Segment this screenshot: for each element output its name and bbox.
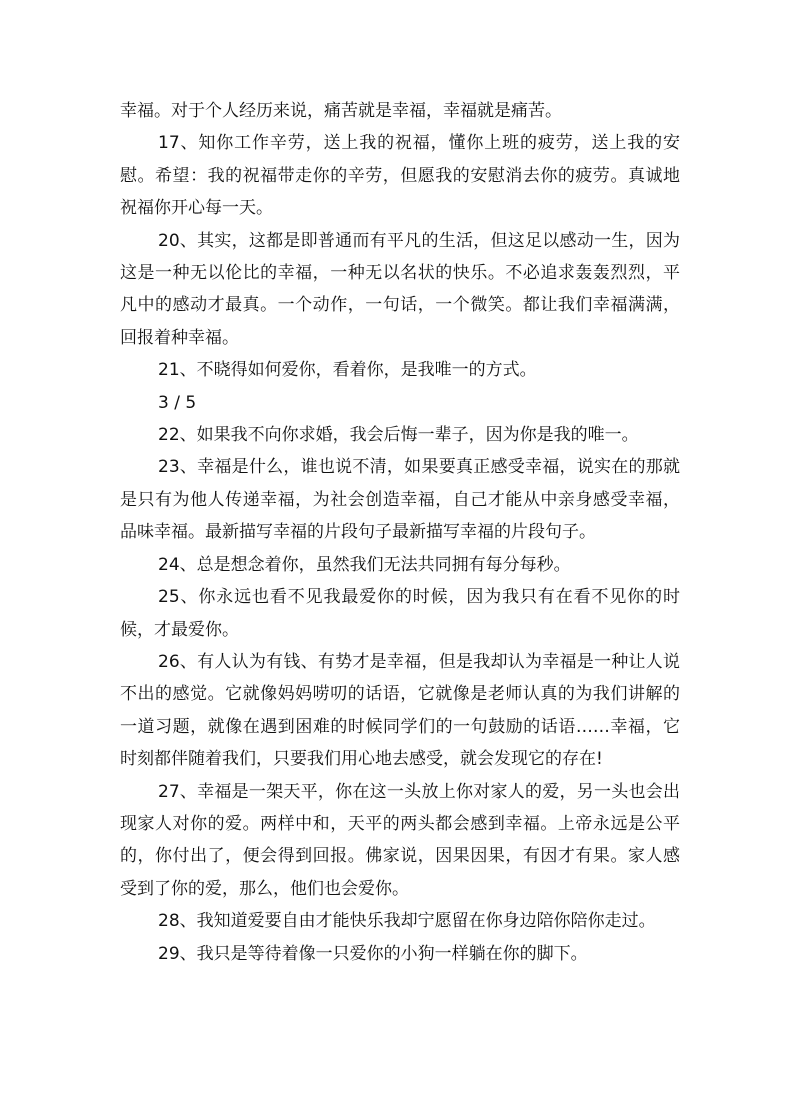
paragraph-23: 23、幸福是什么，谁也说不清，如果要真正感受幸福，说实在的那就是只有为他人传递幸福，为社会创造幸福，自己才能从中亲身感受幸福，品味幸福。最新描写幸福的片段句子最新描写幸福的片段句子。	[120, 457, 680, 543]
paragraph-27: 27、幸福是一架天平，你在这一头放上你对家人的爱，另一头也会出现家人对你的爱。两样中和，天平的两头都会感到幸福。上帝永远是公平的，你付出了，便会得到回报。佛家说，因果因果，有因才有果。家人感受到了你的爱，那么，他们也会爱你。	[120, 781, 680, 899]
paragraph-22: 22、如果我不向你求婚，我会后悔一辈子，因为你是我的唯一。	[158, 425, 639, 446]
paragraph-17: 17、知你工作辛劳，送上我的祝福，懂你上班的疲劳，送上我的安慰。希望：我的祝福带走你的辛劳，但愿我的安慰消去你的疲劳。真诚地祝福你开心每一天。	[120, 133, 680, 219]
paragraph-21: 21、不晓得如何爱你，看着你，是我唯一的方式。	[158, 360, 537, 381]
paragraph-28: 28、我知道爱要自由才能快乐我却宁愿留在你身边陪你陪你走过。	[158, 911, 656, 932]
document-body	[120, 95, 680, 970]
paragraph-25: 25、你永远也看不见我最爱你的时候，因为我只有在看不见你的时候，才最爱你。	[120, 587, 680, 640]
paragraph-24: 24、总是想念着你，虽然我们无法共同拥有每分每秒。	[158, 554, 571, 575]
paragraph-continuation: 幸福。对于个人经历来说，痛苦就是幸福，幸福就是痛苦。	[120, 101, 562, 121]
paragraph-29: 29、我只是等待着像一只爱你的小狗一样躺在你的脚下。	[158, 943, 588, 964]
page-number: 3 / 5	[158, 392, 197, 413]
paragraph-20: 20、其实，这都是即普通而有平凡的生活，但这足以感动一生，因为这是一种无以伦比的幸福，一种无以名状的快乐。不必追求轰轰烈烈，平凡中的感动才最真。一个动作，一句话，一个微笑。都让我们幸福满满，回报着种幸福。	[120, 230, 680, 348]
paragraph-26: 26、有人认为有钱、有势才是幸福，但是我却认为幸福是一种让人说不出的感觉。它就像妈妈唠叨的话语，它就像是老师认真的为我们讲解的一道习题，就像在遇到困难的时候同学们的一句鼓励的话语……幸福，它时刻都伴随着我们，只要我们用心地去感受，就会发现它的存在!	[120, 651, 680, 770]
